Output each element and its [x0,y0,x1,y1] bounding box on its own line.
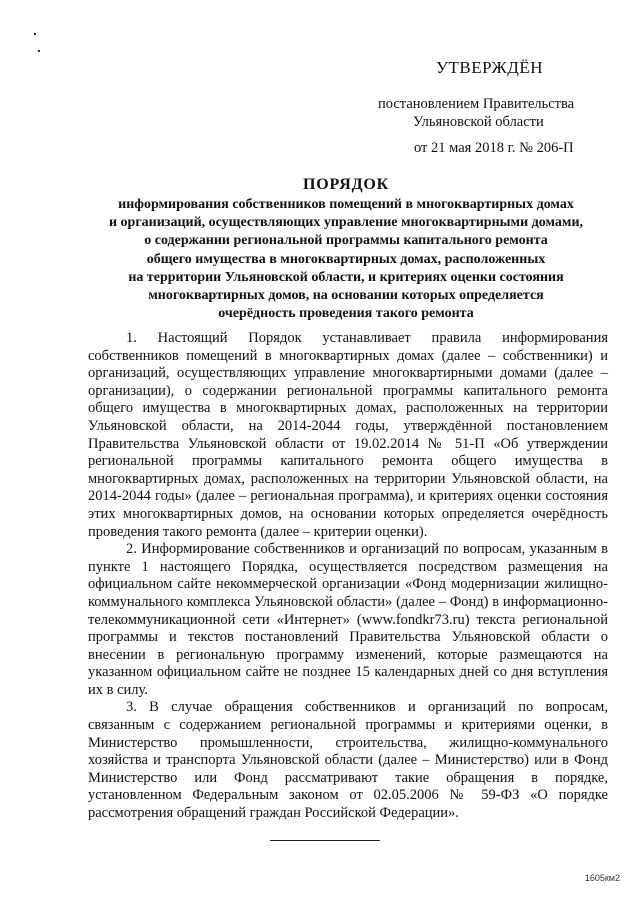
scan-mark [34,33,36,35]
document-subtitle-line: информирования собственников помещений в многоквартирных домах [118,197,574,212]
document-subtitle-line: и организаций, осуществляющих управление многоквартирными домами, [108,215,584,231]
scan-mark [38,50,40,52]
document-subtitle-line: о содержании региональной программы капитального ремонта [144,233,548,249]
document-body [88,330,608,823]
document-subtitle-line: общего имущества в многоквартирных домах, расположенных [146,251,546,267]
paragraph-2: 2. Информирование собственников и организаций по вопросам, указанным в пункте 1 настоящего Порядка, осуществляется посредством размещения на официальном сайте некоммерческой организации «Фонд модернизации жилищно-коммунального комплекса Ульяновской области» (далее – Фонд) в информационно-телекоммуникационной сети «Интернет» (www.fondkr73.ru) текста региональной программы и текстов постановлений Правительства Ульяновской области о внесении в региональную программу изменений, которые размещаются на указанном официальном сайте не позднее 15 календарных дней со дня вступления их в силу. [88,541,608,698]
approval-title: УТВЕРЖДЁН [436,58,543,77]
document-subtitle-line: на территории Ульяновской области, и критериях оценки состояния [128,269,564,285]
end-separator-line [270,840,380,841]
document-subtitle-line: многоквартирных домов, на основании которых определяется [148,288,544,304]
paragraph-1: 1. Настоящий Порядок устанавливает правила информирования собственников помещений в многоквартирных домах (далее – собственники) и организаций, осуществляющих управление многоквартирными домами (далее – организации), о содержании региональной программы капитального ремонта общего имущества в многоквартирных домах, расположенных на территории Ульяновской области, на 2014-2044 годы, утверждённой постановлением Правительства Ульяновской области от 19.02.2014 № 51-П «Об утверждении региональной программы капитального ремонта общего имущества в многоквартирных домах, расположенных на территории Ульяновской области, на 2014-2044 годы» (далее – региональная программа), и критериях оценки состояния этих многоквартирных домов, на основании которых определяется очерёдность проведения такого ремонта (далее – критерии оценки). [88,330,608,540]
paragraph-3: 3. В случае обращения собственников и организаций по вопросам, связанным с содержанием региональной программы и критериями оценки, в Министерство промышленности, строительства, жилищно-коммунального хозяйства и транспорта Ульяновской области (далее – Министерство) или в Фонд Министерство или Фонд рассматривают такие обращения в порядке, установленном Федеральным законом от 02.05.2006 № 59-ФЗ «О порядке рассмотрения обращений граждан Российской Федерации». [88,699,608,822]
document-subtitle-line: очерёдность проведения такого ремонта [218,306,474,322]
approval-line-2: Ульяновской области [413,114,544,130]
document-title: ПОРЯДОК [302,176,390,193]
document-heading [86,176,606,323]
footer-code: 1605км2 [584,873,620,883]
approval-line-3: от 21 мая 2018 г. № 206-П [414,140,574,156]
approval-line-1: постановлением Правительства [378,96,575,112]
